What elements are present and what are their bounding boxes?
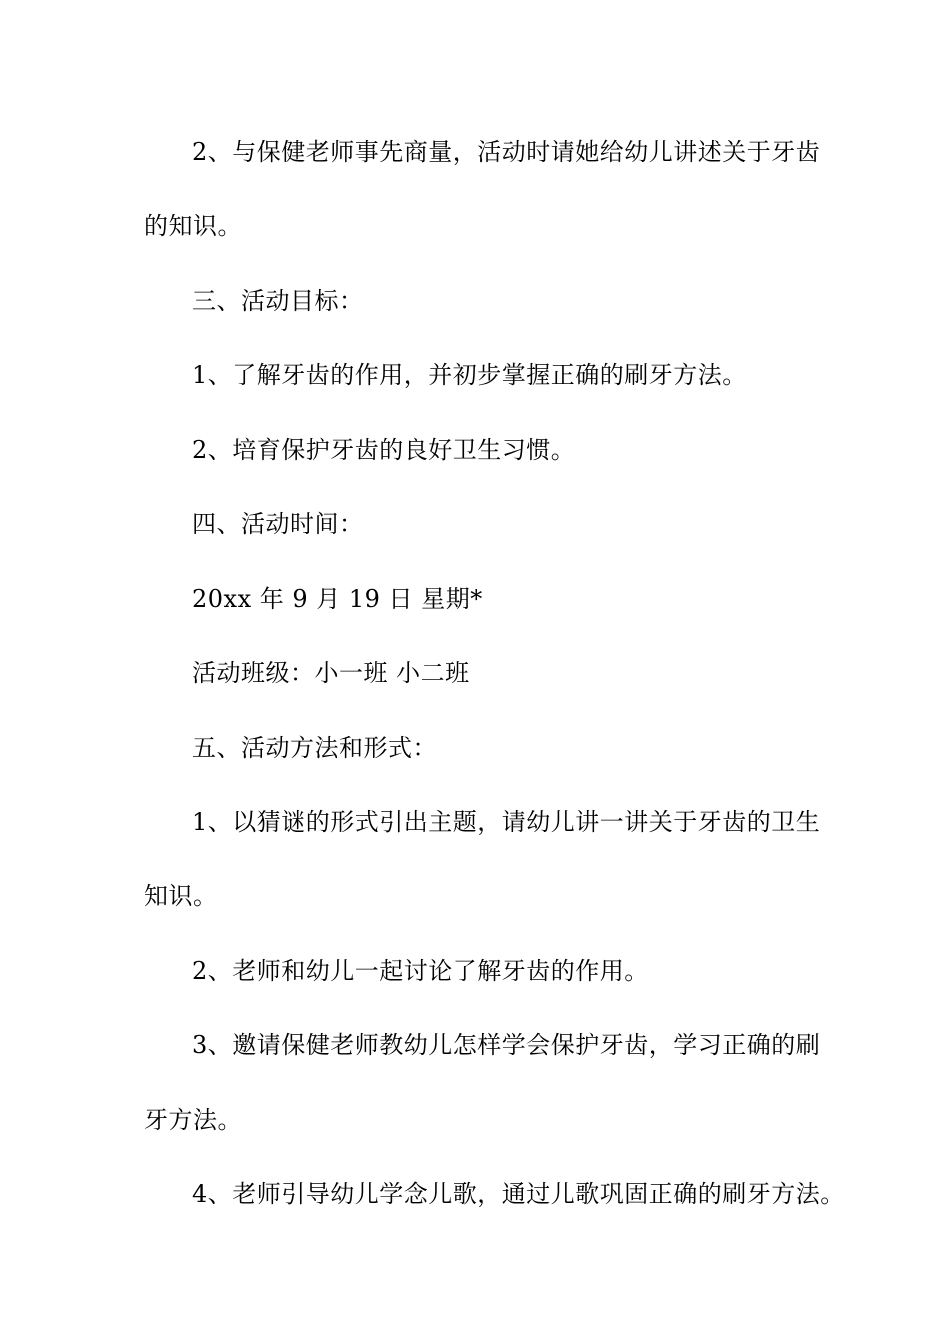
section-heading-methods: 五、活动方法和形式： bbox=[192, 734, 437, 762]
paragraph-line-12: 2、老师和幼儿一起讨论了解牙齿的作用。 bbox=[192, 957, 649, 985]
activity-date: 20xx 年 9 月 19 日 星期* bbox=[192, 585, 483, 613]
section-heading-objectives: 三、活动目标： bbox=[192, 287, 364, 315]
paragraph-line-5: 2、培育保护牙齿的良好卫生习惯。 bbox=[192, 436, 576, 464]
section-heading-time: 四、活动时间： bbox=[192, 510, 364, 538]
paragraph-line-2: 的知识。 bbox=[144, 212, 242, 240]
activity-classes: 活动班级：小一班 小二班 bbox=[192, 659, 470, 687]
paragraph-line-10: 1、以猜谜的形式引出主题，请幼儿讲一讲关于牙齿的卫生 bbox=[192, 808, 821, 836]
paragraph-line-11: 知识。 bbox=[144, 882, 218, 910]
paragraph-line-1: 2、与保健老师事先商量，活动时请她给幼儿讲述关于牙齿 bbox=[192, 138, 821, 166]
paragraph-line-14: 牙方法。 bbox=[144, 1106, 242, 1134]
paragraph-line-4: 1、了解牙齿的作用，并初步掌握正确的刷牙方法。 bbox=[192, 361, 747, 389]
paragraph-line-15: 4、老师引导幼儿学念儿歌，通过儿歌巩固正确的刷牙方法。 bbox=[192, 1180, 845, 1208]
paragraph-line-13: 3、邀请保健老师教幼儿怎样学会保护牙齿，学习正确的刷 bbox=[192, 1031, 821, 1059]
